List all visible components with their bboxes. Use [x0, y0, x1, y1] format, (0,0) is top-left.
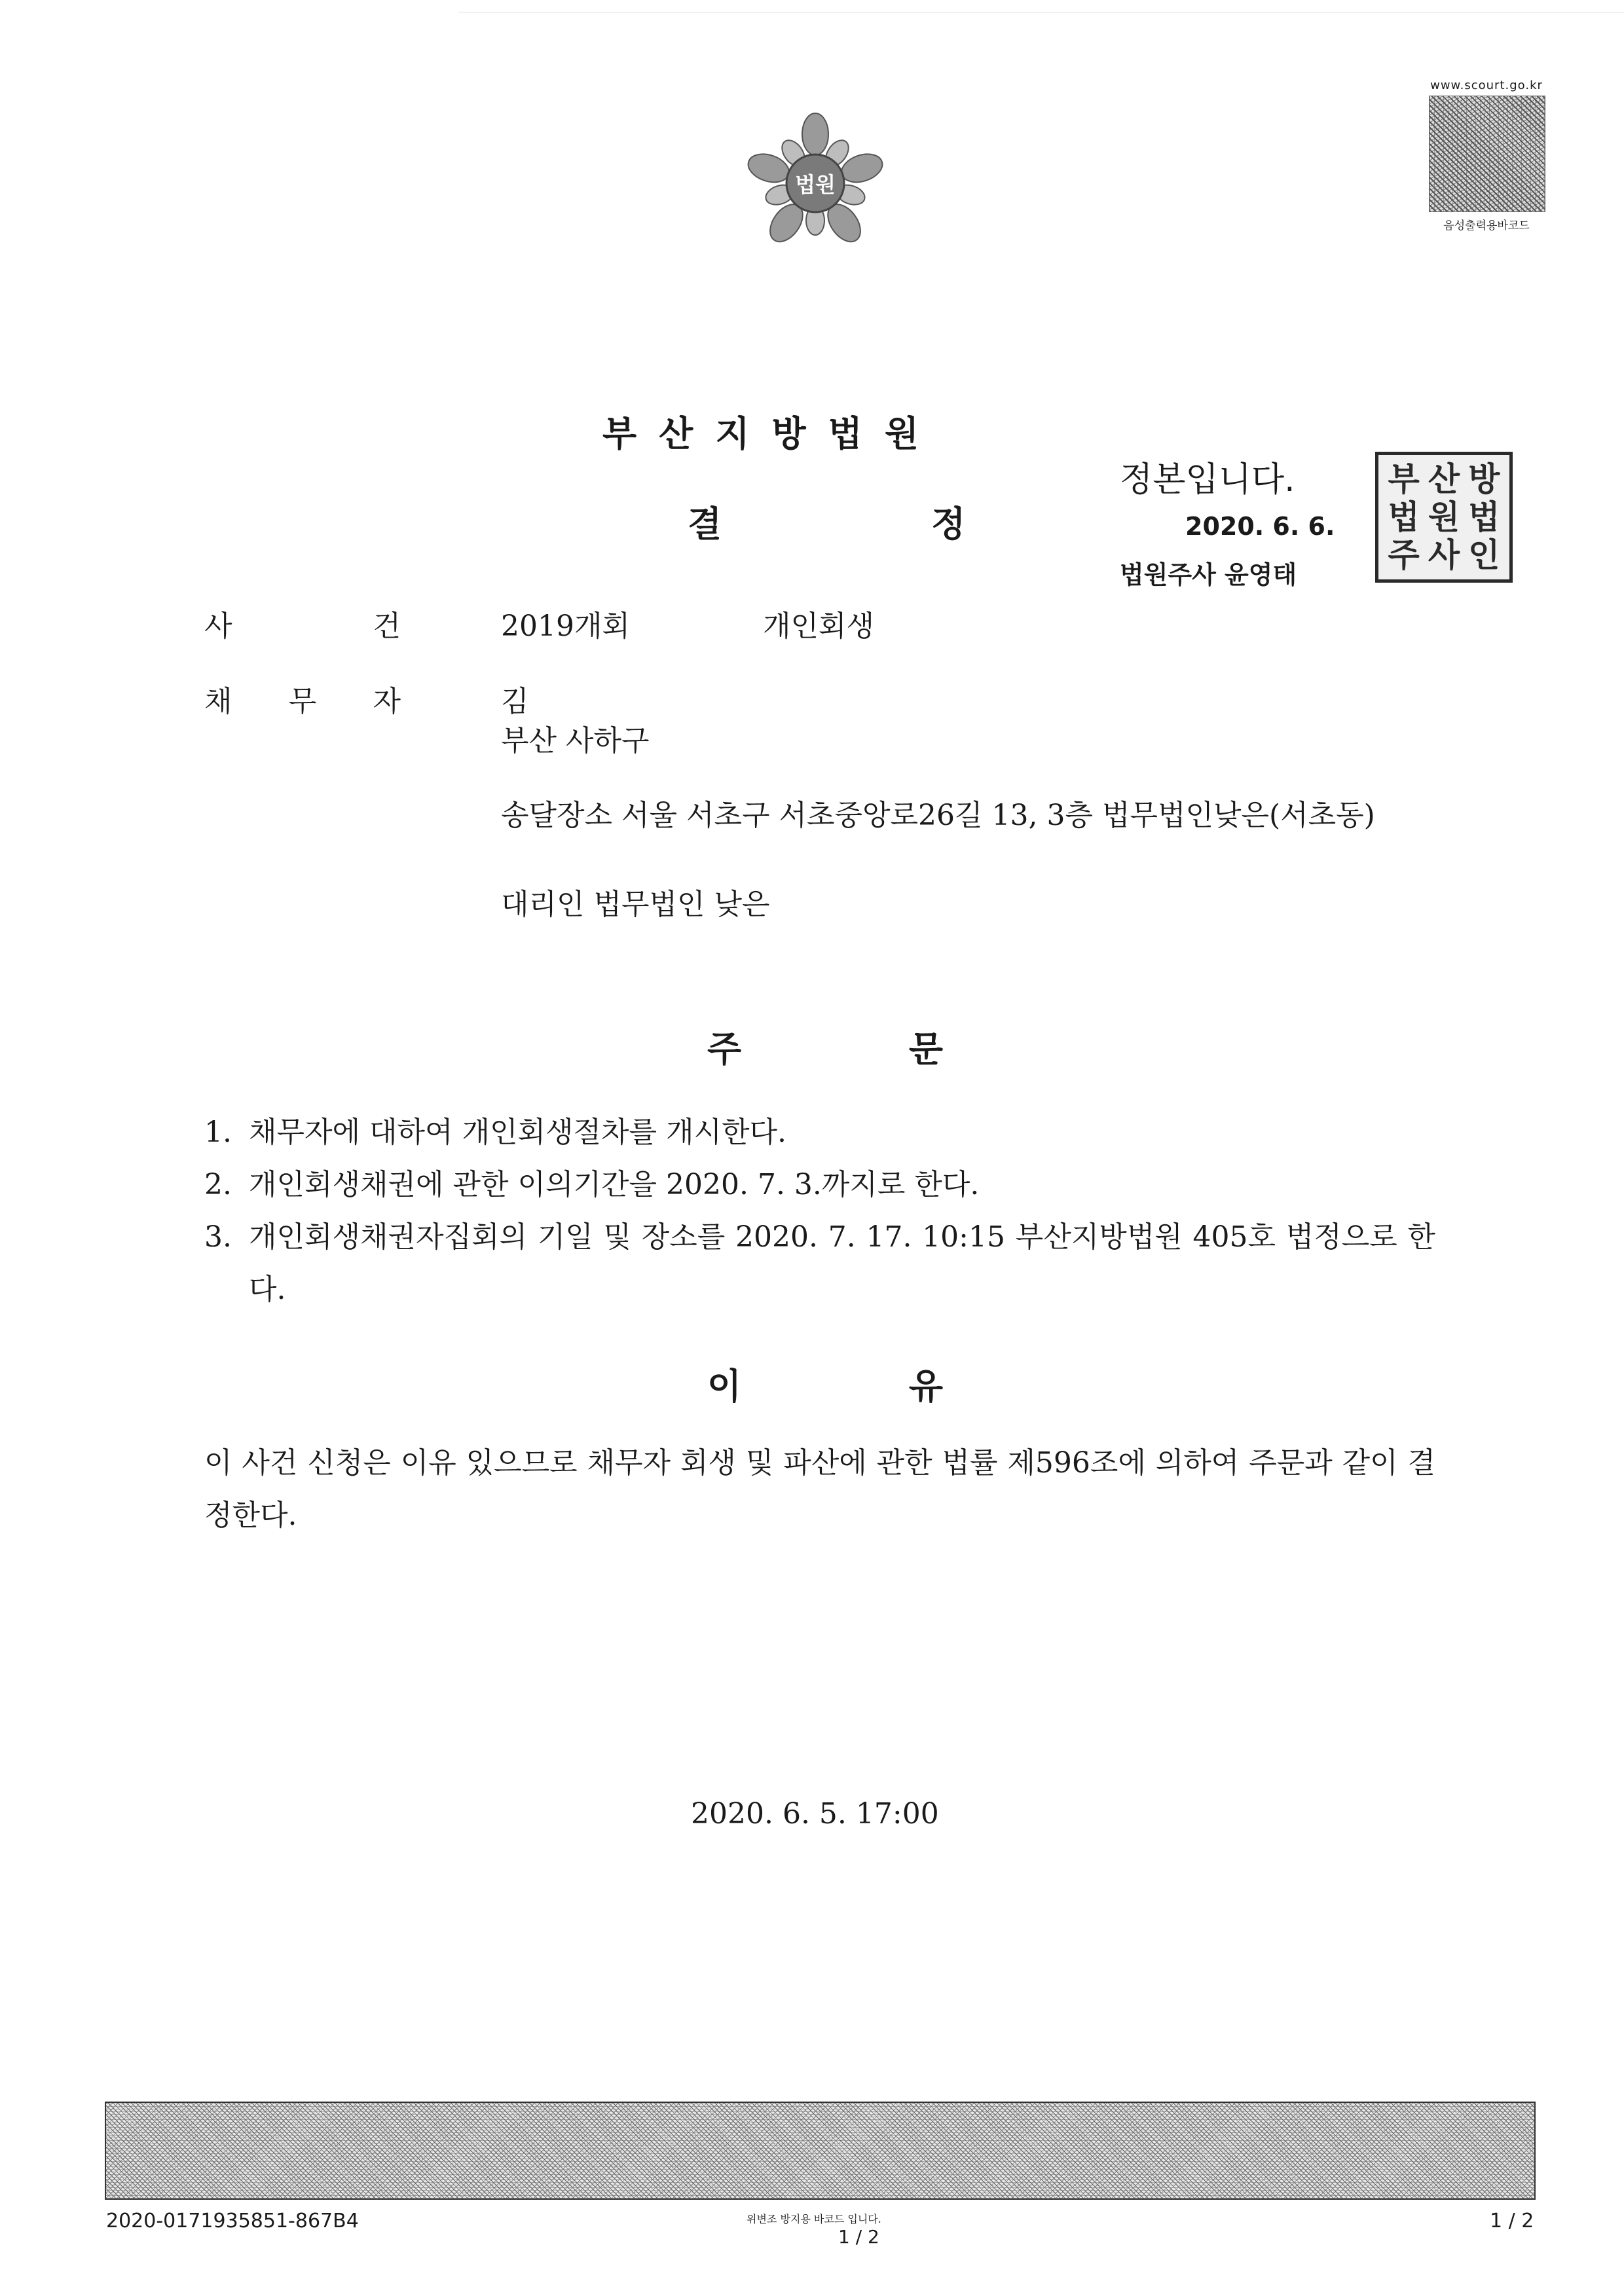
- seal-char: 인: [1468, 536, 1500, 574]
- debtor-label-char: 채: [204, 685, 232, 718]
- order-item-number: 2.: [204, 1168, 232, 1201]
- qr-url: www.scourt.go.kr: [1430, 79, 1543, 92]
- order-heading-char: 문: [908, 1029, 943, 1070]
- anti-forgery-barcode: [105, 2102, 1536, 2200]
- certified-copy-date: 2020. 6. 6.: [1185, 512, 1335, 541]
- seal-char: 사: [1428, 536, 1460, 574]
- case-name: 개인회생: [763, 610, 875, 643]
- debtor-address: 부산 사하구: [501, 724, 650, 757]
- order-item: [204, 1159, 1435, 1211]
- order-item-text: 개인회생채권에 관한 이의기간을 2020. 7. 3.까지로 한다.: [249, 1168, 980, 1201]
- debtor-name: 김: [501, 685, 529, 718]
- order-item-number: 1.: [204, 1116, 232, 1149]
- qr-caption: 음성출력용바코드: [1443, 219, 1530, 232]
- seal-char: 방: [1468, 460, 1500, 498]
- court-name: 부산지방법원: [602, 413, 941, 454]
- emblem-text: 법원: [795, 172, 836, 197]
- case-label-char: 건: [373, 610, 401, 643]
- debtor-label-char: 무: [288, 685, 317, 718]
- case-label-char: 사: [204, 610, 232, 643]
- reason-heading-char: 유: [908, 1366, 943, 1407]
- document-type: [688, 496, 965, 547]
- order-heading-char: 주: [707, 1029, 742, 1070]
- court-seal-stamp: [1375, 452, 1513, 583]
- qr-code-icon: [1429, 96, 1545, 212]
- order-list: [204, 1106, 1435, 1316]
- order-item-number: 3.: [204, 1220, 232, 1254]
- barcode-caption: 위변조 방지용 바코드 입니다.: [747, 2213, 881, 2225]
- seal-char: 법: [1388, 498, 1420, 536]
- order-item-text: 개인회생채권자집회의 기일 및 장소를 2020. 7. 17. 10:15 부산지방법원 405호 법정으로 한다.: [249, 1220, 1435, 1306]
- debtor-label-char: 자: [373, 685, 401, 718]
- case-label: [204, 602, 401, 644]
- document-id: 2020-0171935851-867B4: [106, 2210, 359, 2232]
- page-number-center: 1 / 2: [838, 2226, 879, 2248]
- document-type-char: 정: [931, 503, 966, 545]
- certified-copy-text: 정본입니다.: [1120, 460, 1295, 500]
- order-item: [204, 1106, 1435, 1159]
- order-item: [204, 1211, 1435, 1316]
- debtor-label: [204, 678, 401, 720]
- legal-agent: 대리인 법무법인 낮은: [501, 888, 770, 921]
- reason-heading-char: 이: [707, 1366, 742, 1407]
- order-item-text: 채무자에 대하여 개인회생절차를 개시한다.: [249, 1116, 787, 1149]
- seal-char: 법: [1468, 498, 1500, 536]
- service-address: 송달장소 서울 서초구 서초중앙로26길 13, 3층 법무법인낮은(서초동): [501, 799, 1375, 832]
- court-emblem-icon: [740, 108, 891, 259]
- reason-text: 이 사건 신청은 이유 있으므로 채무자 회생 및 파산에 관한 법률 제596조에 의하여 주문과 같이 결정한다.: [204, 1446, 1435, 1532]
- page-number-right: 1 / 2: [1490, 2210, 1534, 2232]
- case-number: 2019개회: [501, 610, 630, 643]
- seal-char: 부: [1388, 460, 1420, 498]
- order-heading: [707, 1021, 943, 1072]
- document-type-char: 결: [688, 503, 722, 545]
- seal-char: 산: [1428, 460, 1460, 498]
- voice-output-barcode: [1421, 79, 1552, 232]
- decision-date: 2020. 6. 5. 17:00: [691, 1797, 939, 1831]
- court-officer: 법원주사 윤영태: [1120, 560, 1297, 589]
- seal-char: 주: [1388, 536, 1420, 574]
- reason-heading: [707, 1358, 943, 1409]
- seal-char: 원: [1428, 498, 1460, 536]
